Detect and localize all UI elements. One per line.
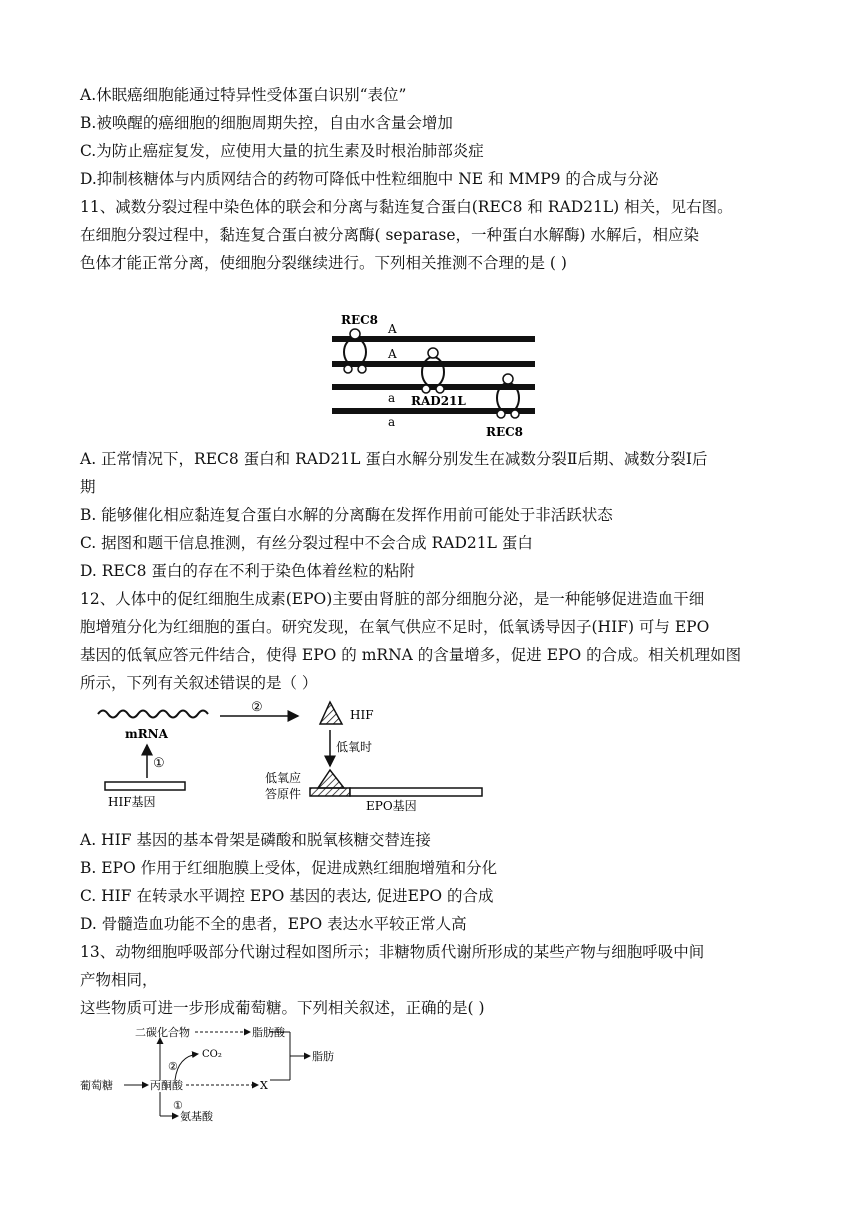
q12-stem-line4: 所示，下列有关叙述错误的是（ ） — [80, 674, 318, 692]
label-hif: HIF — [350, 708, 374, 722]
label-allele-a2: a — [388, 415, 396, 429]
label-step1: ① — [173, 1099, 183, 1112]
q10-option-a: A.休眠癌细胞能通过特异性受体蛋白识别“表位” — [80, 86, 407, 104]
label-pyruvate: 丙酮酸 — [150, 1079, 183, 1092]
label-fatty-acid: 脂肪酸 — [252, 1026, 285, 1039]
q11-stem-line3: 色体才能正常分离，使细胞分裂继续进行。下列相关推测不合理的是 ( ) — [80, 254, 567, 272]
q13-stem-line3: 这些物质可进一步形成葡萄糖。下列相关叙述，正确的是( ) — [80, 999, 485, 1017]
label-c2-compound: 二碳化合物 — [135, 1026, 190, 1039]
q12-stem-line1: 12、人体中的促红细胞生成素(EPO)主要由肾脏的部分细胞分泌，是一种能够促进造血干细 — [80, 590, 705, 608]
q12-stem-line3: 基因的低氧应答元件结合，使得 EPO 的 mRNA 的含量增多，促进 EPO 的合成。相关机理如图 — [80, 646, 742, 664]
label-mrna: mRNA — [125, 727, 168, 741]
q13-stem-line2: 产物相同， — [80, 971, 158, 989]
q10-option-b: B.被唤醒的癌细胞的细胞周期失控，自由水含量会增加 — [80, 114, 453, 132]
q11-option-a-line2: 期 — [80, 478, 96, 496]
label-allele-A2: A — [388, 347, 397, 361]
hif-gene-bar — [105, 782, 185, 790]
q11-stem-line2: 在细胞分裂过程中，黏连复合蛋白被分离酶( separase，一种蛋白水解酶) 水解后，相应染 — [80, 226, 700, 244]
label-rad21l: RAD21L — [411, 394, 466, 408]
rec8-complex-top — [344, 329, 366, 373]
label-allele-A1: A — [388, 322, 397, 336]
label-rec8-top: REC8 — [341, 313, 379, 327]
label-allele-a1: a — [388, 391, 396, 405]
q11-option-d: D. REC8 蛋白的存在不利于染色体着丝粒的粘附 — [80, 562, 415, 580]
hif-protein-triangle — [320, 702, 342, 724]
label-step2: ② — [251, 700, 263, 715]
label-hre-line1: 低氧应 — [265, 771, 302, 785]
label-x: X — [260, 1079, 268, 1092]
label-co2: CO₂ — [202, 1049, 222, 1060]
label-epo-gene: EPO基因 — [366, 799, 417, 813]
q13-stem-line1: 13、动物细胞呼吸部分代谢过程如图所示；非糖物质代谢所形成的某些产物与细胞呼吸中间 — [80, 943, 705, 961]
q11-stem-line1: 11、减数分裂过程中染色体的联会和分离与黏连复合蛋白(REC8 和 RAD21L) 相关，见右图。 — [80, 198, 733, 216]
q12-option-d: D. 骨髓造血功能不全的患者，EPO 表达水平较正常人高 — [80, 915, 467, 933]
q12-epo-mechanism-figure — [90, 698, 490, 813]
label-glucose: 葡萄糖 — [80, 1079, 113, 1092]
q12-option-a: A. HIF 基因的基本骨架是磷酸和脱氧核糖交替连接 — [80, 831, 431, 849]
q12-stem-line2: 胞增殖分化为红细胞的蛋白。研究发现，在氧气供应不足时，低氧诱导因子(HIF) 可与 EPO — [80, 618, 710, 636]
label-rec8-bottom: REC8 — [486, 425, 524, 439]
q12-option-c: C. HIF 在转录水平调控 EPO 基因的表达, 促进EPO 的合成 — [80, 887, 494, 905]
label-hif-gene: HIF基因 — [108, 795, 156, 809]
hypoxia-response-element — [310, 788, 350, 796]
rad21l-complex — [422, 348, 444, 393]
hif-bound-triangle — [318, 770, 344, 788]
label-hypoxia: 低氧时 — [336, 740, 373, 754]
label-hre-line2: 答原件 — [265, 787, 302, 801]
label-step2: ② — [168, 1060, 178, 1073]
label-step1: ① — [153, 756, 165, 771]
q10-option-c: C.为防止癌症复发，应使用大量的抗生素及时根治肺部炎症 — [80, 142, 484, 160]
q11-option-c: C. 据图和题干信息推测，有丝分裂过程中不会合成 RAD21L 蛋白 — [80, 534, 533, 552]
q13-metabolism-figure — [80, 1020, 360, 1130]
q12-option-b: B. EPO 作用于红细胞膜上受体，促进成熟红细胞增殖和分化 — [80, 859, 498, 877]
q11-option-a-line1: A. 正常情况下，REC8 蛋白和 RAD21L 蛋白水解分别发生在减数分裂Ⅱ后期、减数分裂Ⅰ后 — [80, 450, 708, 468]
mrna-wave — [98, 711, 208, 718]
epo-gene-bar — [350, 788, 482, 796]
q10-option-d: D.抑制核糖体与内质网结合的药物可降低中性粒细胞中 NE 和 MMP9 的合成与分泌 — [80, 170, 659, 188]
q11-chromosome-figure — [320, 300, 550, 440]
label-amino-acid: 氨基酸 — [180, 1110, 213, 1123]
label-fat: 脂肪 — [312, 1050, 334, 1063]
arrow-to-co2 — [175, 1054, 198, 1080]
q11-option-b: B. 能够催化相应黏连复合蛋白水解的分离酶在发挥作用前可能处于非活跃状态 — [80, 506, 613, 524]
